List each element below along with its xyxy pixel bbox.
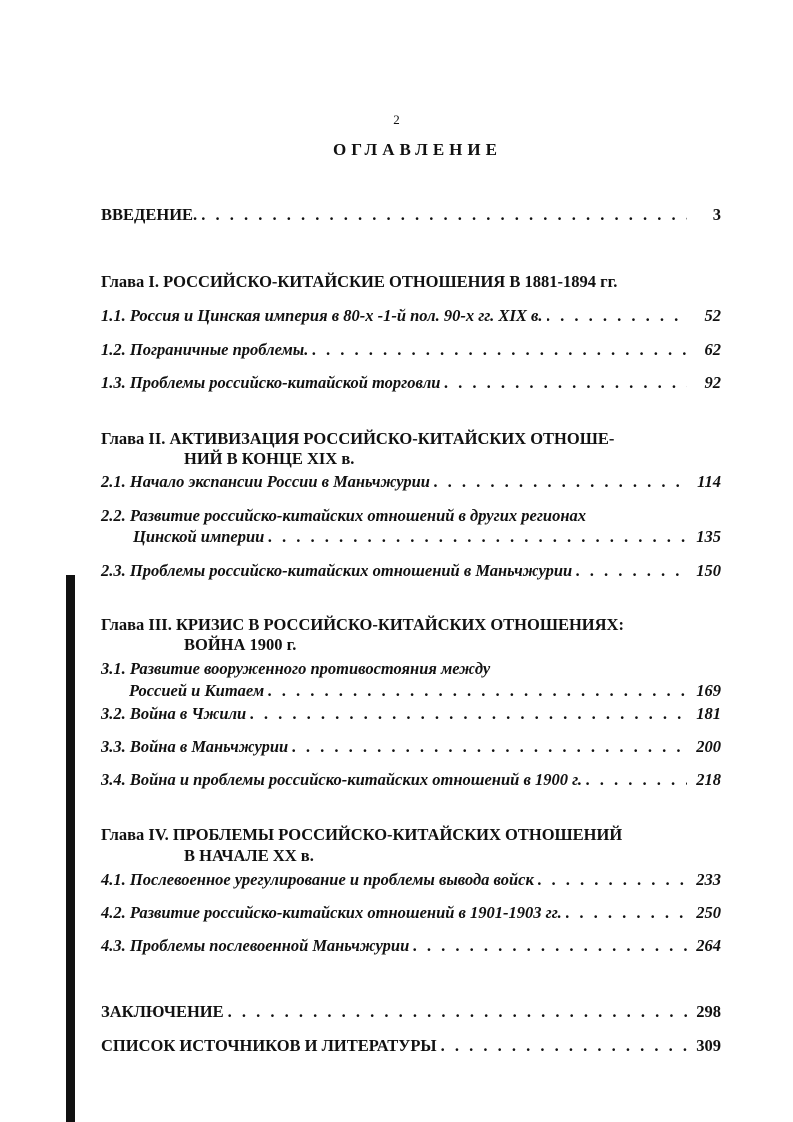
toc-entry-page: 181	[696, 704, 721, 723]
toc-entry-title: 4.1. Послевоенное урегулирование и проблемы вывода войск	[101, 870, 534, 889]
toc-entry-1-2[interactable]	[101, 339, 721, 361]
toc-entry-1-1[interactable]	[101, 305, 721, 327]
toc-entry-page: 52	[704, 306, 721, 325]
toc-entry-page: 3	[712, 205, 721, 224]
chapter-3-heading[interactable]: Глава III. КРИЗИС В РОССИЙСКО-КИТАЙСКИХ ОТНОШЕНИЯХ:	[101, 615, 624, 634]
toc-entry-page: 150	[696, 561, 721, 580]
toc-entry-title: 1.2. Пограничные проблемы.	[101, 340, 309, 359]
toc-entry-page: 200	[696, 737, 721, 756]
leader-dots	[566, 902, 687, 924]
toc-title: ОГЛАВЛЕНИЕ	[333, 140, 502, 159]
toc-entry-page: 264	[696, 936, 721, 955]
toc-entry-title: Цинской империи	[133, 527, 265, 546]
toc-entry-title: Россией и Китаем	[129, 681, 265, 700]
toc-entry-title: 2.3. Проблемы российско-китайских отношений в Маньчжурии	[101, 561, 573, 580]
toc-entry-title: 3.4. Война и проблемы российско-китайских отношений в 1900 г.	[101, 770, 583, 789]
toc-entry-3-1-line1[interactable]: 3.1. Развитие вооруженного противостояния между	[101, 659, 491, 678]
toc-entry-page: 135	[696, 527, 721, 546]
leader-dots	[444, 372, 687, 394]
leader-dots	[538, 869, 687, 891]
toc-entry-2-1[interactable]	[101, 471, 721, 493]
toc-entry-title: 3.3. Война в Маньчжурии	[101, 737, 289, 756]
leader-dots	[250, 703, 687, 725]
toc-entry-3-3[interactable]	[101, 736, 721, 758]
toc-entry-3-4[interactable]	[101, 769, 721, 791]
toc-entry-4-1[interactable]	[101, 869, 721, 891]
toc-entry-title: 2.1. Начало экспансии России в Маньчжурии	[101, 472, 430, 491]
toc-entry-title: ВВЕДЕНИЕ.	[101, 205, 198, 224]
chapter-3-heading-cont: ВОЙНА 1900 г.	[184, 635, 297, 654]
toc-entry-intro[interactable]	[101, 204, 721, 226]
toc-entry-title: 1.3. Проблемы российско-китайской торговли	[101, 373, 441, 392]
toc-entry-2-2-line1[interactable]: 2.2. Развитие российско-китайских отношений в других регионах	[101, 506, 586, 525]
toc-entry-1-3[interactable]	[101, 372, 721, 394]
leader-dots	[413, 935, 687, 957]
toc-entry-page: 169	[696, 681, 721, 700]
toc-entry-2-2[interactable]	[101, 526, 721, 548]
leader-dots	[576, 560, 687, 582]
page-number: 2	[393, 112, 400, 127]
chapter-4-heading[interactable]: Глава IV. ПРОБЛЕМЫ РОССИЙСКО-КИТАЙСКИХ ОТНОШЕНИЙ	[101, 825, 623, 844]
toc-entry-3-1[interactable]	[101, 680, 721, 702]
toc-entry-title: СПИСОК ИСТОЧНИКОВ И ЛИТЕРАТУРЫ	[101, 1036, 437, 1055]
toc-entry-page: 233	[696, 870, 721, 889]
leader-dots	[228, 1001, 687, 1023]
scan-binding-edge	[66, 575, 75, 1122]
toc-entry-page: 309	[696, 1036, 721, 1055]
leader-dots	[201, 204, 687, 226]
toc-entry-title: 4.3. Проблемы послевоенной Маньчжурии	[101, 936, 410, 955]
toc-entry-3-2[interactable]	[101, 703, 721, 725]
chapter-4-heading-cont: В НАЧАЛЕ XX в.	[184, 846, 314, 865]
toc-entry-page: 298	[696, 1002, 721, 1021]
toc-entry-conclusion[interactable]	[101, 1001, 721, 1023]
leader-dots	[434, 471, 687, 493]
toc-entry-page: 250	[696, 903, 721, 922]
leader-dots	[312, 339, 687, 361]
toc-entry-page: 92	[704, 373, 721, 392]
leader-dots	[547, 305, 688, 327]
toc-entry-page: 62	[704, 340, 721, 359]
chapter-2-heading-cont: НИЙ В КОНЦЕ XIX в.	[184, 449, 355, 468]
toc-entry-title: 4.2. Развитие российско-китайских отношений в 1901-1903 гг.	[101, 903, 562, 922]
toc-entry-references[interactable]	[101, 1035, 721, 1057]
toc-entry-title: 1.1. Россия и Цинская империя в 80-х -1-й пол. 90-х гг. XIX в.	[101, 306, 543, 325]
leader-dots	[441, 1035, 687, 1057]
toc-entry-title: 3.2. Война в Чжили	[101, 704, 247, 723]
leader-dots	[268, 526, 687, 548]
chapter-2-heading[interactable]: Глава II. АКТИВИЗАЦИЯ РОССИЙСКО-КИТАЙСКИХ ОТНОШЕ-	[101, 429, 615, 448]
toc-entry-4-2[interactable]	[101, 902, 721, 924]
toc-entry-2-3[interactable]	[101, 560, 721, 582]
leader-dots	[268, 680, 687, 702]
chapter-1-heading[interactable]: Глава I. РОССИЙСКО-КИТАЙСКИЕ ОТНОШЕНИЯ В 1881-1894 гг.	[101, 272, 618, 291]
toc-entry-4-3[interactable]	[101, 935, 721, 957]
toc-entry-page: 114	[697, 472, 721, 491]
leader-dots	[586, 769, 687, 791]
leader-dots	[292, 736, 687, 758]
toc-entry-page: 218	[696, 770, 721, 789]
toc-entry-title: ЗАКЛЮЧЕНИЕ	[101, 1002, 224, 1021]
